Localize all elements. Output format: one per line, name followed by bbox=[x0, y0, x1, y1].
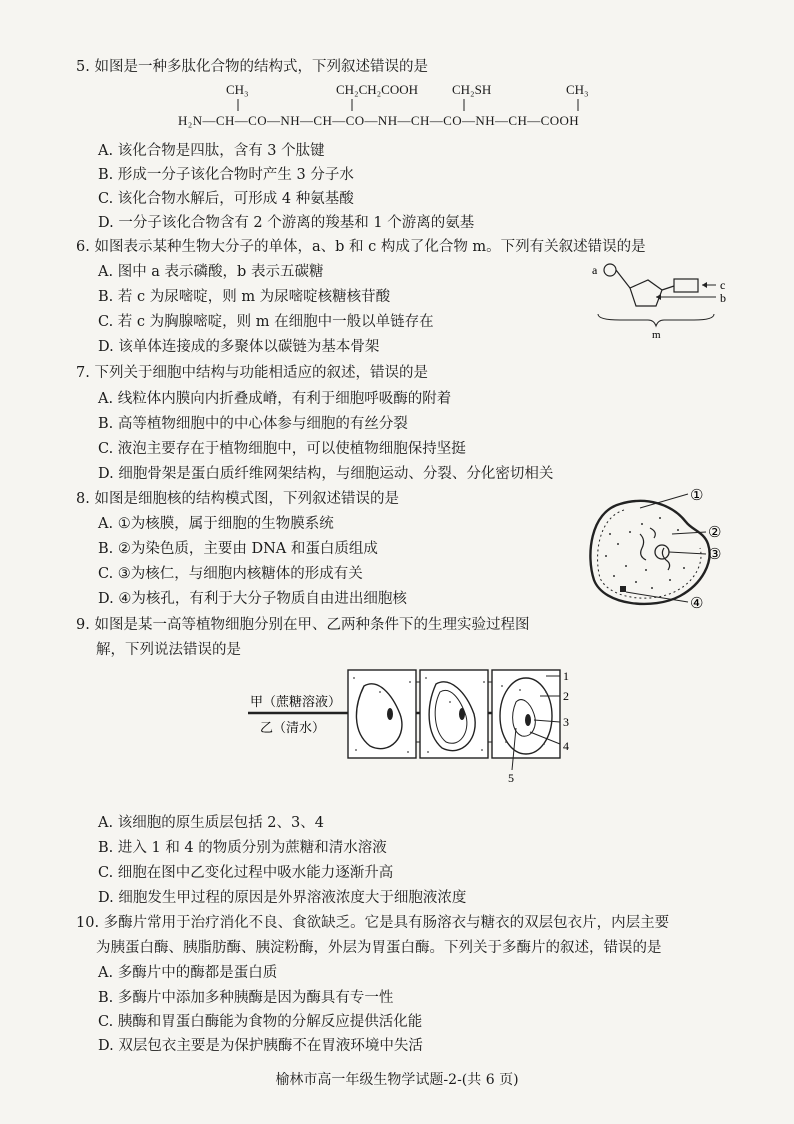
q10-option-b: B. 多酶片中添加多种胰酶是因为酶具有专一性 bbox=[98, 990, 394, 1006]
q10-stem-1: 10. 多酶片常用于治疗消化不良、食欲缺乏。它是具有肠溶衣与糖衣的双层包衣片，内层主要 bbox=[76, 915, 670, 931]
q5-formula-cys: CH₂SH bbox=[452, 82, 492, 97]
q5-option-c: C. 该化合物水解后，可形成 4 种氨基酸 bbox=[98, 191, 354, 207]
q8-stem: 8. 如图是细胞核的结构模式图，下列叙述错误的是 bbox=[76, 491, 399, 507]
nucleus-diagram bbox=[580, 484, 730, 616]
nuclear-envelope bbox=[590, 501, 709, 604]
q5-formula-main: H₂N—CH—CO—NH—CH—CO—NH—CH—CO—NH—CH—COOH bbox=[178, 113, 580, 128]
q6-option-a: A. 图中 a 表示磷酸，b 表示五碳糖 bbox=[98, 264, 324, 280]
nuclear-pore bbox=[620, 586, 626, 592]
label-2: 2 bbox=[563, 689, 569, 703]
m-brace bbox=[598, 314, 714, 326]
cell-3 bbox=[492, 670, 560, 758]
label-m: m bbox=[652, 329, 661, 340]
q10-option-a: A. 多酶片中的酶都是蛋白质 bbox=[98, 965, 278, 981]
q7-option-b: B. 高等植物细胞中的中心体参与细胞的有丝分裂 bbox=[98, 416, 408, 432]
q7-stem: 7. 下列关于细胞中结构与功能相适应的叙述，错误的是 bbox=[76, 365, 428, 381]
q9-option-b: B. 进入 1 和 4 的物质分别为蔗糖和清水溶液 bbox=[98, 840, 387, 856]
q9-option-a: A. 该细胞的原生质层包括 2、3、4 bbox=[98, 815, 324, 831]
label-5: 5 bbox=[508, 771, 514, 785]
q9-option-d: D. 细胞发生甲过程的原因是外界溶液浓度大于细胞液浓度 bbox=[98, 890, 467, 906]
q8-option-d: D. ④为核孔，有利于大分子物质自由进出细胞核 bbox=[98, 591, 407, 607]
q10-stem-2: 为胰蛋白酶、胰脂肪酶、胰淀粉酶，外层为胃蛋白酶。下列关于多酶片的叙述，错误的是 bbox=[96, 940, 662, 956]
chromatin bbox=[640, 528, 670, 570]
q5-formula-ch3-2: CH₃ bbox=[566, 82, 589, 97]
label-4: ④ bbox=[690, 596, 704, 612]
q9-stem-2: 解，下列说法错误的是 bbox=[96, 642, 241, 658]
cond-bottom: 乙（清水） bbox=[260, 720, 326, 735]
q5-option-a: A. 该化合物是四肽，含有 3 个肽键 bbox=[98, 143, 325, 159]
q10-option-c: C. 胰酶和胃蛋白酶能为食物的分解反应提供活化能 bbox=[98, 1014, 423, 1030]
q6-option-c: C. 若 c 为胸腺嘧啶，则 m 在细胞中一般以单链存在 bbox=[98, 314, 434, 330]
cell-1 bbox=[348, 670, 416, 758]
q8-option-a: A. ①为核膜，属于细胞的生物膜系统 bbox=[98, 516, 334, 532]
label-3: ③ bbox=[708, 547, 722, 563]
label-4: 4 bbox=[563, 739, 569, 753]
q5-option-d: D. 一分子该化合物含有 2 个游离的羧基和 1 个游离的氨基 bbox=[98, 215, 475, 231]
q6-stem: 6. 如图表示某种生物大分子的单体，a、b 和 c 构成了化合物 m。下列有关叙述错误的是 bbox=[76, 239, 646, 255]
q8-option-c: C. ③为核仁，与细胞内核糖体的形成有关 bbox=[98, 566, 363, 582]
q9-stem-1: 9. 如图是某一高等植物细胞分别在甲、乙两种条件下的生理实验过程图 bbox=[76, 617, 530, 633]
label-b: b bbox=[720, 291, 726, 305]
q10-option-d: D. 双层包衣主要是为保护胰酶不在胃液环境中失活 bbox=[98, 1038, 423, 1054]
page-footer: 榆林市高一年级生物学试题-2-(共 6 页) bbox=[275, 1072, 519, 1088]
cell-2 bbox=[420, 670, 488, 758]
q7-option-c: C. 液泡主要存在于植物细胞中，可以使植物细胞保持坚挺 bbox=[98, 441, 466, 457]
label-a: a bbox=[592, 263, 598, 277]
q7-option-a: A. 线粒体内膜向内折叠成嵴，有利于细胞呼吸酶的附着 bbox=[98, 391, 452, 407]
q5-formula-glu: CH₂CH₂COOH bbox=[336, 82, 419, 97]
cond-top: 甲（蔗糖溶液） bbox=[250, 694, 342, 709]
q6-option-d: D. 该单体连接成的多聚体以碳链为基本骨架 bbox=[98, 339, 380, 355]
plasmolysis-diagram bbox=[240, 662, 580, 790]
q5-stem: 5. 如图是一种多肽化合物的结构式，下列叙述错误的是 bbox=[76, 59, 428, 75]
phosphate-circle bbox=[604, 264, 616, 276]
q6-option-b: B. 若 c 为尿嘧啶，则 m 为尿嘧啶核糖核苷酸 bbox=[98, 289, 391, 305]
base-rectangle bbox=[674, 279, 698, 292]
label-1: ① bbox=[690, 488, 704, 504]
q5-option-b: B. 形成一分子该化合物时产生 3 分子水 bbox=[98, 167, 354, 183]
nucleotide-diagram bbox=[590, 258, 735, 340]
label-1: 1 bbox=[563, 669, 569, 683]
q7-option-d: D. 细胞骨架是蛋白质纤维网架结构，与细胞运动、分裂、分化密切相关 bbox=[98, 466, 554, 482]
pentose-ring bbox=[630, 280, 662, 306]
label-c: c bbox=[720, 278, 726, 292]
label-2: ② bbox=[708, 525, 722, 541]
q8-option-b: B. ②为染色质，主要由 DNA 和蛋白质组成 bbox=[98, 541, 378, 557]
label-3: 3 bbox=[563, 715, 569, 729]
q5-formula-ch3-1: CH₃ bbox=[226, 82, 249, 97]
q9-option-c: C. 细胞在图中乙变化过程中吸水能力逐渐升高 bbox=[98, 865, 394, 881]
